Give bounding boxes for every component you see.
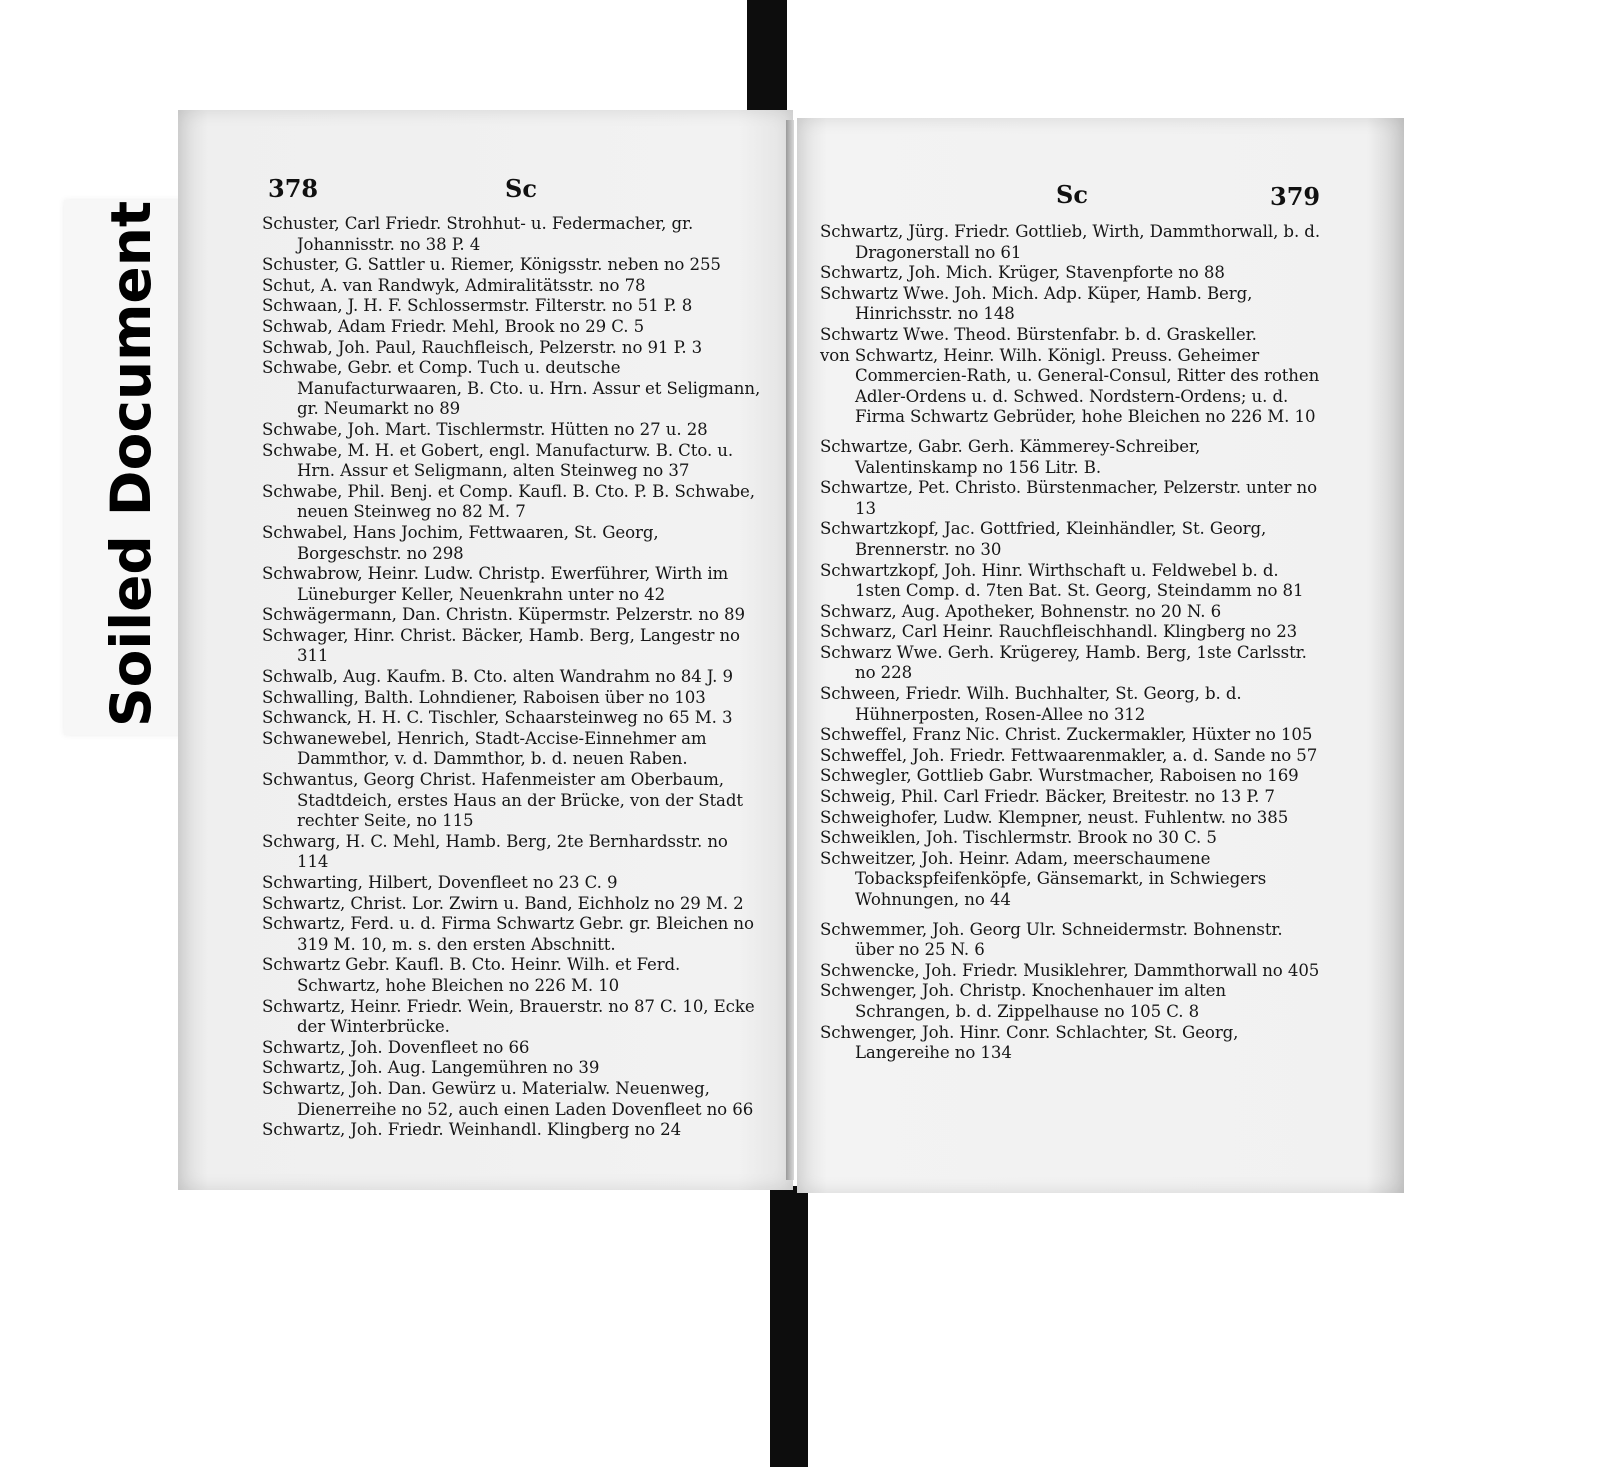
directory-entry: Schwartz, Jürg. Friedr. Gottlieb, Wirth, Dammthorwall, b. d. Dragonerstall no 61: [820, 222, 1321, 262]
directory-entry: Schwarting, Hilbert, Dovenfleet no 23 C. 9: [262, 873, 618, 892]
right-page-number: 379: [1270, 182, 1321, 211]
binding-strip-top: [747, 0, 787, 125]
directory-entry: Schwarz, Aug. Apotheker, Bohnenstr. no 20 N. 6: [820, 601, 1222, 621]
directory-entry: Schwarz, Carl Heinr. Rauchfleischhandl. Klingberg no 23: [820, 622, 1298, 642]
directory-entry: Schwab, Adam Friedr. Mehl, Brook no 29 C. 5: [262, 316, 645, 336]
directory-entry: Schwartz, Joh. Dan. Gewürz u. Materialw. Neuenweg, Dienerreihe no 52, auch einen Laden Dovenfleet no 66: [262, 1078, 754, 1119]
directory-entry: Schwabe, Joh. Mart. Tischlermstr. Hütten no 27 u. 28: [262, 419, 708, 439]
directory-entry: Schwartzkopf, Joh. Hinr. Wirthschaft u. Feldwebel b. d. 1sten Comp. d. 7ten Bat. St. Georg, Steindamm no 81: [820, 560, 1304, 601]
directory-entry: Schwabe, Phil. Benj. et Comp. Kaufl. B. Cto. P. B. Schwabe, neuen Steinweg no 82 M. 7: [262, 481, 755, 522]
directory-entry: Schween, Friedr. Wilh. Buchhalter, St. Georg, b. d. Hühnerposten, Rosen-Allee no 312: [820, 684, 1242, 724]
directory-entry: Schwantus, Georg Christ. Hafenmeister am Oberbaum, Stadtdeich, erstes Haus an der Brücke, von der Stadt rechter Seite, no 115: [262, 770, 743, 831]
directory-entry: Schuster, G. Sattler u. Riemer, Königsstr. neben no 255: [262, 255, 721, 275]
directory-entry: Schwenger, Joh. Hinr. Conr. Schlachter, St. Georg, Langereihe no 134: [820, 1022, 1239, 1063]
right-directory-entries: [820, 222, 1320, 1064]
directory-entry: Schwab, Joh. Paul, Rauchfleisch, Pelzerstr. no 91 P. 3: [262, 337, 703, 357]
directory-entry: Schwartz, Christ. Lor. Zwirn u. Band, Eichholz no 29 M. 2: [262, 893, 744, 913]
directory-entry: Schwabrow, Heinr. Ludw. Christp. Ewerführer, Wirth im Lüneburger Keller, Neuenkrahn unter no 42: [262, 564, 729, 604]
directory-entry: Schwabe, Gebr. et Comp. Tuch u. deutsche Manufacturwaaren, B. Cto. u. Hrn. Assur et Seligmann, gr. Neumarkt no 89: [262, 358, 761, 419]
directory-entry: Schwalling, Balth. Lohndiener, Raboisen über no 103: [262, 687, 706, 707]
left-running-head: Sc: [505, 174, 537, 203]
right-running-head: Sc: [1056, 180, 1088, 209]
directory-entry: Schwanck, H. H. C. Tischler, Schaarsteinweg no 65 M. 3: [262, 708, 733, 728]
directory-entry: Schwarg, H. C. Mehl, Hamb. Berg, 2te Bernhardsstr. no 114: [262, 831, 728, 872]
directory-entry: Schut, A. van Randwyk, Admiralitätsstr. no 78: [262, 275, 646, 295]
directory-entry: Schwartz Wwe. Theod. Bürstenfabr. b. d. Graskeller.: [820, 324, 1257, 344]
book-gutter: [786, 120, 794, 1180]
directory-entry: Schwartz, Joh. Mich. Krüger, Stavenpforte no 88: [820, 263, 1225, 283]
left-page-number: 378: [268, 174, 319, 203]
directory-entry: Schwartzkopf, Jac. Gottfried, Kleinhändler, St. Georg, Brennerstr. no 30: [820, 519, 1267, 559]
directory-entry: Schwegler, Gottlieb Gabr. Wurstmacher, Raboisen no 169: [820, 766, 1299, 786]
directory-entry: Schweitzer, Joh. Heinr. Adam, meerschaumene Tobackspfeifenköpfe, Gänsemarkt, in Schwiegers Wohnungen, no 44: [820, 848, 1267, 909]
directory-entry: Schwalb, Aug. Kaufm. B. Cto. alten Wandrahm no 84 J. 9: [262, 667, 733, 687]
directory-entry: Schwartz, Joh. Aug. Langemühren no 39: [262, 1058, 600, 1078]
directory-entry: Schwabe, M. H. et Gobert, engl. Manufacturw. B. Cto. u. Hrn. Assur et Seligmann, alten Steinweg no 37: [262, 440, 734, 481]
directory-entry: Schwarz Wwe. Gerh. Krügerey, Hamb. Berg, 1ste Carlsstr. no 228: [820, 642, 1307, 683]
binding-strip-bottom: [770, 1186, 808, 1467]
directory-entry: Schwanewebel, Henrich, Stadt-Accise-Einnehmer am Dammthor, v. d. Dammthor, b. d. neuen Raben.: [262, 728, 707, 769]
directory-entry: Schwemmer, Joh. Georg Ulr. Schneidermstr. Bohnenstr. über no 25 N. 6: [820, 919, 1283, 960]
directory-entry: Schwaan, J. H. F. Schlossermstr. Filterstr. no 51 P. 8: [262, 296, 693, 316]
directory-entry: Schuster, Carl Friedr. Strohhut- u. Federmacher, gr. Johannisstr. no 38 P. 4: [262, 214, 694, 254]
directory-entry: Schwartz, Ferd. u. d. Firma Schwartz Gebr. gr. Bleichen no 319 M. 10, m. s. den ersten Abschnitt.: [262, 914, 754, 954]
directory-entry: Schwager, Hinr. Christ. Bäcker, Hamb. Berg, Langestr no 311: [262, 625, 740, 666]
directory-entry: Schwartze, Pet. Christo. Bürstenmacher, Pelzerstr. unter no 13: [820, 478, 1317, 518]
directory-entry: Schwartz, Heinr. Friedr. Wein, Brauerstr. no 87 C. 10, Ecke der Winterbrücke.: [262, 996, 755, 1037]
directory-entry: Schwartz, Joh. Friedr. Weinhandl. Klingberg no 24: [262, 1120, 682, 1140]
directory-entry: Schwägermann, Dan. Christn. Küpermstr. Pelzerstr. no 89: [262, 605, 745, 625]
directory-entry: Schwartze, Gabr. Gerh. Kämmerey-Schreiber, Valentinskamp no 156 Litr. B.: [820, 436, 1201, 477]
directory-entry: Schwabel, Hans Jochim, Fettwaaren, St. Georg, Borgeschstr. no 298: [262, 522, 659, 563]
directory-entry: Schweiklen, Joh. Tischlermstr. Brook no 30 C. 5: [820, 828, 1217, 848]
directory-entry: von Schwartz, Heinr. Wilh. Königl. Preuss. Geheimer Commercien-Rath, u. General-Consul, Ritter des rothen Adler-Ordens u. d. Schwed. Nordstern-Ordens; u. d. Firma Schwartz Gebrüder, hohe Bleichen no 226 M. 10: [820, 345, 1320, 427]
soiled-document-label: Soiled Document: [99, 200, 163, 727]
directory-entry: Schweffel, Franz Nic. Christ. Zuckermakler, Hüxter no 105: [820, 725, 1313, 745]
directory-entry: Schwencke, Joh. Friedr. Musiklehrer, Dammthorwall no 405: [820, 960, 1320, 980]
directory-entry: Schwartz, Joh. Dovenfleet no 66: [262, 1037, 530, 1057]
directory-entry: Schweighofer, Ludw. Klempner, neust. Fuhlentw. no 385: [820, 807, 1289, 827]
left-directory-entries: [262, 214, 762, 1141]
directory-entry: Schwenger, Joh. Christp. Knochenhauer im alten Schrangen, b. d. Zippelhause no 105 C. 8: [820, 981, 1226, 1021]
directory-entry: Schweffel, Joh. Friedr. Fettwaarenmakler, a. d. Sande no 57: [820, 745, 1318, 765]
directory-entry: Schweig, Phil. Carl Friedr. Bäcker, Breitestr. no 13 P. 7: [820, 787, 1275, 807]
directory-entry: Schwartz Gebr. Kaufl. B. Cto. Heinr. Wilh. et Ferd. Schwartz, hohe Bleichen no 226 M. 10: [262, 955, 681, 995]
directory-entry: Schwartz Wwe. Joh. Mich. Adp. Küper, Hamb. Berg, Hinrichsstr. no 148: [820, 283, 1253, 324]
